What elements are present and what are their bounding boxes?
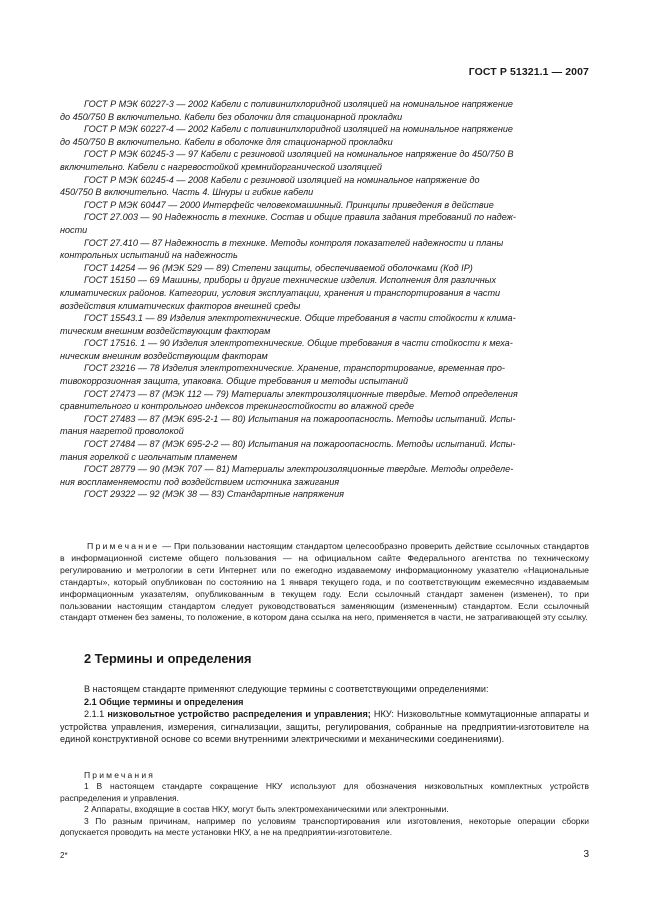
reference-item xyxy=(60,413,589,438)
note-item-2: 2 Аппараты, входящие в состав НКУ, могут быть электромеханическими или электронными. xyxy=(84,804,449,815)
reference-line: ГОСТ Р МЭК 60245-3 — 97 Кабели с резиновой изоляцией на номинальное напряжение до 450/750 В xyxy=(84,149,514,160)
reference-line: ГОСТ Р МЭК 60245-4 — 2008 Кабели с резиновой изоляцией на номинальное напряжение до xyxy=(84,174,480,185)
reference-line: ГОСТ 17516. 1 — 90 Изделия электротехнические. Общие требования в части стойкости к меха- xyxy=(84,338,513,349)
reference-line: тания горелкой с игольчатым пламенем xyxy=(60,451,238,462)
reference-line: тивокоррозионная защита, упаковка. Общие требования и методы испытаний xyxy=(60,376,409,387)
note-item-1: 1 В настоящем стандарте сокращение НКУ используют для обозначения низковольтных комплектных устройств распределения и управления. xyxy=(60,781,589,803)
normative-references-list xyxy=(60,98,589,501)
term-name: низковольтное устройство распределения и управления; xyxy=(107,709,371,720)
term-number: 2.1.1 xyxy=(84,709,108,720)
reference-item xyxy=(60,312,589,337)
reference-line: ническим внешним воздействующим факторам xyxy=(60,350,268,361)
page-number: 3 xyxy=(583,849,589,860)
reference-line: ГОСТ 29322 — 92 (МЭК 38 — 83) Стандартные напряжения xyxy=(84,489,344,500)
notes-label: Примечания xyxy=(84,770,156,780)
reference-line: тания нагретой проволокой xyxy=(60,426,184,437)
reference-item xyxy=(60,388,589,413)
reference-item xyxy=(60,362,589,387)
reference-item xyxy=(60,237,589,262)
reference-line: ГОСТ Р МЭК 60227-4 — 2002 Кабели с поливинилхлоридной изоляцией на номинальное напряжение xyxy=(84,124,513,135)
references-note xyxy=(60,541,589,624)
reference-line: ности xyxy=(60,224,88,235)
reference-line: до 450/750 В включительно. Кабели без оболочки для стационарной прокладки xyxy=(60,111,403,122)
reference-line: климатических районов. Категории, условия эксплуатации, хранения и транспортирования в части xyxy=(60,287,501,298)
reference-line: ГОСТ 27483 — 87 (МЭК 695-2-1 — 80) Испытания на пожароопасность. Методы испытаний. Испы- xyxy=(84,413,516,424)
reference-line: контрольных испытаний на надежность xyxy=(60,250,238,261)
reference-line: тическим внешним воздействующим факторам xyxy=(60,325,271,336)
note-label: Примечание xyxy=(87,541,160,551)
reference-line: до 450/750 В включительно. Кабели в оболочке для стационарной прокладки xyxy=(60,136,393,147)
reference-item xyxy=(60,148,589,173)
reference-line: ГОСТ 27.410 — 87 Надежность в технике. Методы контроля показателей надежности и планы xyxy=(84,237,504,248)
reference-item xyxy=(60,262,589,275)
note-item-3: 3 По разным причинам, например по условиям транспортирования или изготовления, некоторые операции сборки допускается проводить на месте установки НКУ, а не на предприятии-изготовителе. xyxy=(60,815,589,838)
reference-line: включительно. Кабели с нагревостойкой кремнийорганической изоляцией xyxy=(60,161,382,172)
reference-line: ГОСТ 15543.1 — 89 Изделия электротехнические. Общие требования в части стойкости к клима- xyxy=(84,313,516,324)
section-body xyxy=(60,683,589,746)
subsection-title: 2.1 Общие термины и определения xyxy=(84,696,244,707)
reference-item xyxy=(60,337,589,362)
reference-item xyxy=(60,274,589,312)
reference-line: ГОСТ Р МЭК 60227-3 — 2002 Кабели с поливинилхлоридной изоляцией на номинальное напряжение xyxy=(84,99,513,109)
reference-line: воздействия климатических факторов внешней среды xyxy=(60,300,301,311)
reference-line: ГОСТ 14254 — 96 (МЭК 529 — 89) Степени защиты, обеспечиваемой оболочками (Код IP) xyxy=(84,262,473,273)
note-text: — При пользовании настоящим стандартом целесообразно проверить действие ссылочных стандартов в информационной системе общего пользования — на официальном сайте Федерального агентства по техническому регулированию и метрологии в сети Интернет или по ежегодно издаваемому информационному указателю «Национальные стандарты», который опубликован по состоянию на 1 января текущего года, и по соответствующим ежемесячно издаваемым информационным указателям, опубликованным в текущем году. Если ссылочный стандарт заменен (изменен), то при пользовании настоящим стандартом следует руководствоваться заменяющим (измененным) стандартом. Если ссылочный стандарт отменен без замены, то положение, в котором дана ссылка на него, применяется в части, не затрагивающей эту ссылку. xyxy=(60,541,589,623)
reference-item xyxy=(60,98,589,123)
reference-item xyxy=(60,174,589,199)
reference-item xyxy=(60,199,589,212)
term-definition xyxy=(60,708,589,746)
reference-line: ния воспламеняемости под воздействием источника зажигания xyxy=(60,476,340,487)
section-intro: В настоящем стандарте применяют следующие термины с соответствующими определениями: xyxy=(84,684,489,694)
document-header: ГОСТ Р 51321.1 — 2007 xyxy=(468,66,589,78)
footer-mark: 2* xyxy=(60,851,68,860)
reference-line: ГОСТ 28779 — 90 (МЭК 707 — 81) Материалы электроизоляционные твердые. Методы определе- xyxy=(84,464,514,475)
reference-line: ГОСТ 27.003 — 90 Надежность в технике. Состав и общие правила задания требований по надеж- xyxy=(84,212,516,223)
reference-line: ГОСТ Р МЭК 60447 — 2000 Интерфейс человекомашинный. Принципы приведения в действие xyxy=(84,199,494,210)
reference-item xyxy=(60,211,589,236)
section-title: 2 Термины и определения xyxy=(84,651,252,666)
reference-item xyxy=(60,463,589,488)
reference-item xyxy=(60,123,589,148)
reference-line: сравнительного и контрольного индексов трекингостойкости во влажной среде xyxy=(60,401,415,412)
reference-line: ГОСТ 23216 — 78 Изделия электротехнические. Хранение, транспортирование, временная про- xyxy=(84,363,505,374)
reference-line: ГОСТ 15150 — 69 Машины, приборы и другие технические изделия. Исполнения для различных xyxy=(84,275,497,286)
term-notes xyxy=(60,770,589,838)
reference-line: 450/750 В включительно. Часть 4. Шнуры и гибкие кабели xyxy=(60,187,314,198)
term-text: НКУ: Низковольтные коммутационные аппараты и устройства управления, измерения, сигнализации, защиты, регулирования, собранные на предприятии-изготовителе на единой конструктивной основе со всеми внутренними электрическими и механическими соединениями). xyxy=(60,709,589,745)
reference-line: ГОСТ 27473 — 87 (МЭК 112 — 79) Материалы электроизоляционные твердые. Метод определения xyxy=(84,388,518,399)
reference-item xyxy=(60,438,589,463)
reference-item xyxy=(60,488,589,501)
reference-line: ГОСТ 27484 — 87 (МЭК 695-2-2 — 80) Испытания на пожароопасность. Методы испытаний. Испы- xyxy=(84,439,516,450)
